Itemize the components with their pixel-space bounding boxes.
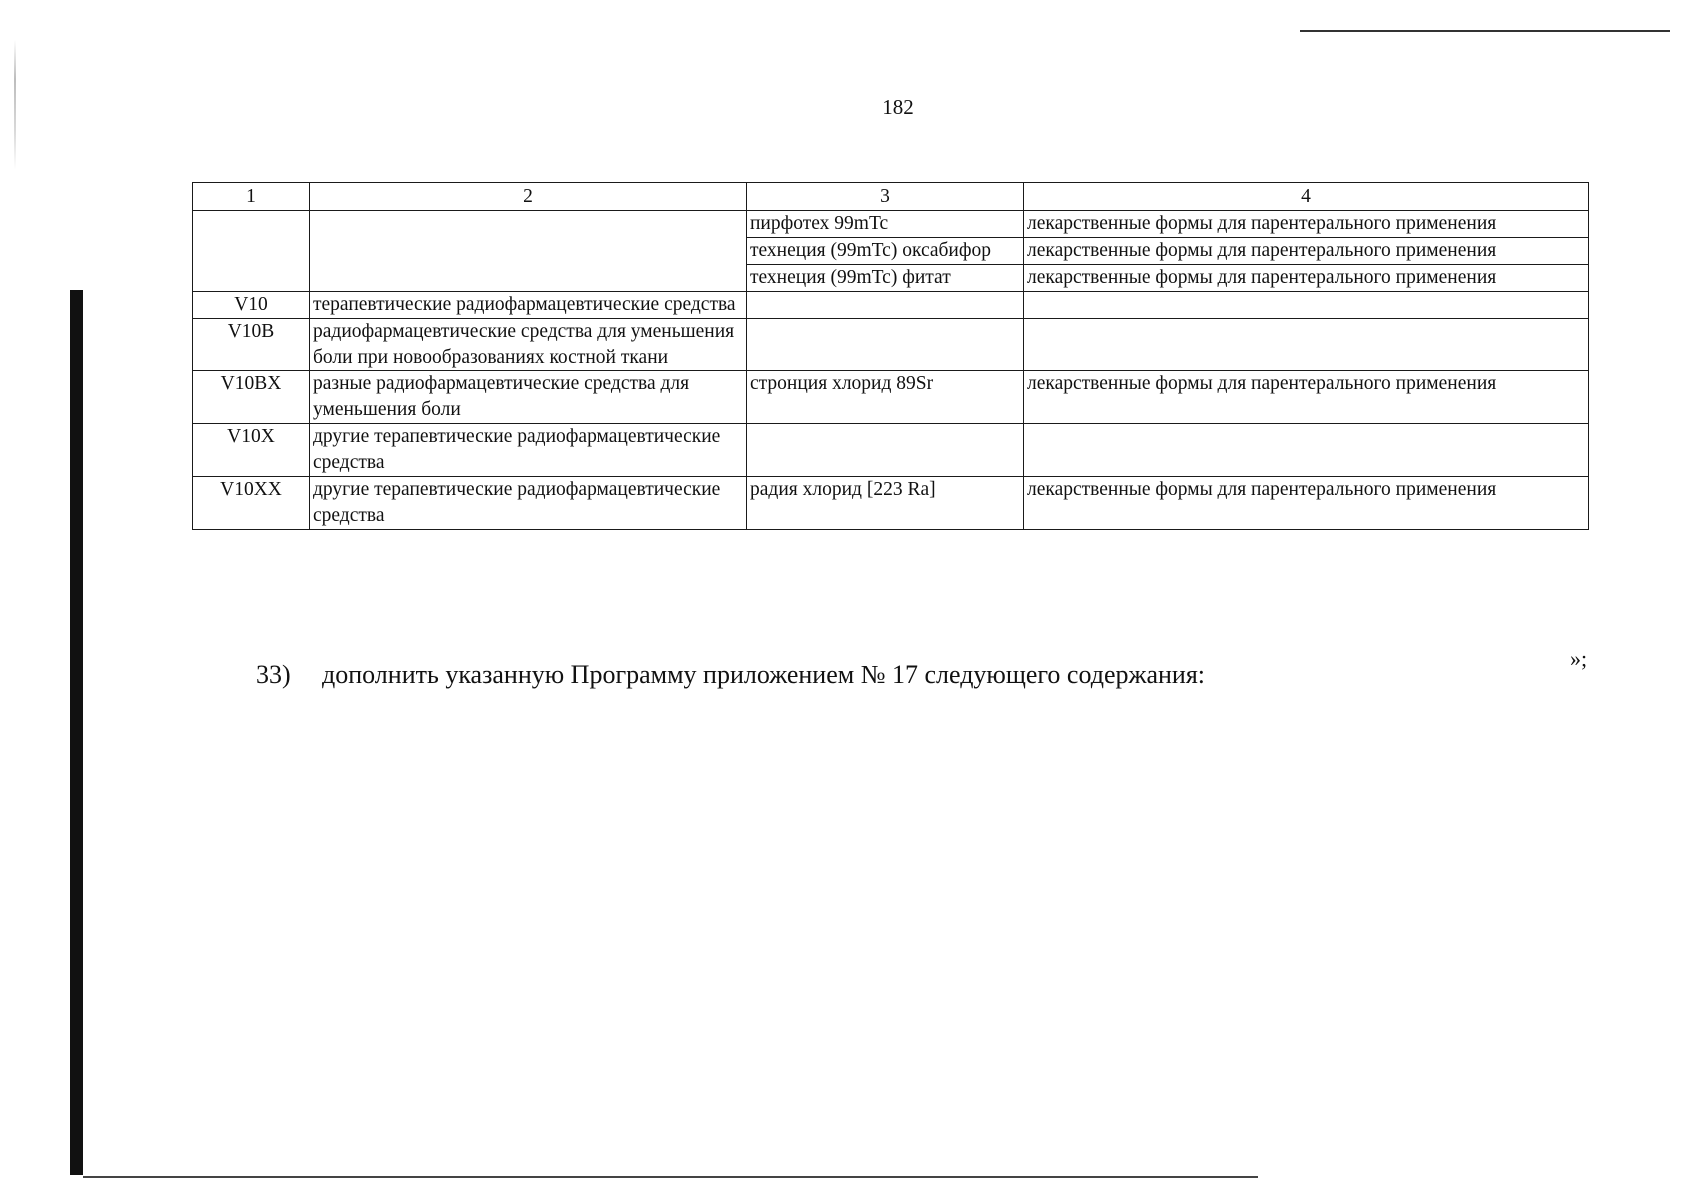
dosage-form-cell: лекарственные формы для парентерального применения <box>1024 371 1589 424</box>
dosage-form-cell: лекарственные формы для парентерального применения <box>1024 237 1589 264</box>
drug-name-cell <box>747 424 1024 477</box>
code-cell <box>193 210 310 291</box>
code-cell: V10 <box>193 291 310 318</box>
scan-artifact <box>14 40 16 170</box>
drug-name-cell <box>747 318 1024 371</box>
group-cell <box>310 210 747 291</box>
column-number: 4 <box>1024 183 1589 211</box>
code-cell: V10X <box>193 424 310 477</box>
group-cell: другие терапевтические радиофармацевтические средства <box>310 424 747 477</box>
dosage-form-cell: лекарственные формы для парентерального применения <box>1024 210 1589 237</box>
table-row <box>193 424 1589 477</box>
table-row <box>193 477 1589 530</box>
code-cell: V10BX <box>193 371 310 424</box>
drug-name-cell <box>747 291 1024 318</box>
dosage-form-cell <box>1024 318 1589 371</box>
code-cell: V10XX <box>193 477 310 530</box>
drug-table <box>192 182 1589 530</box>
drug-name-cell: технеция (99mTc) оксабифор <box>747 237 1024 264</box>
scan-binding-edge <box>70 290 83 1175</box>
drug-name-cell: технеция (99mTc) фитат <box>747 264 1024 291</box>
table-row <box>193 291 1589 318</box>
table-row <box>193 210 1589 237</box>
dosage-form-cell <box>1024 291 1589 318</box>
dosage-form-cell <box>1024 424 1589 477</box>
drug-name-cell: пирфотех 99mTc <box>747 210 1024 237</box>
group-cell: терапевтические радиофармацевтические средства <box>310 291 747 318</box>
column-number: 2 <box>310 183 747 211</box>
scan-edge-line <box>1300 30 1670 32</box>
drug-name-cell: радия хлорид [223 Ra] <box>747 477 1024 530</box>
table-row <box>193 371 1589 424</box>
table-header-row <box>193 183 1589 211</box>
page-number: 182 <box>882 95 914 119</box>
group-cell: радиофармацевтические средства для уменьшения боли при новообразованиях костной ткани <box>310 318 747 371</box>
group-cell: другие терапевтические радиофармацевтические средства <box>310 477 747 530</box>
scan-edge-line-bottom <box>83 1176 1258 1178</box>
dosage-form-cell: лекарственные формы для парентерального применения <box>1024 477 1589 530</box>
column-number: 3 <box>747 183 1024 211</box>
column-number: 1 <box>193 183 310 211</box>
closing-quote: »; <box>1570 646 1588 671</box>
code-cell: V10B <box>193 318 310 371</box>
item-number: 33) <box>256 660 291 689</box>
table-row <box>193 318 1589 371</box>
group-cell: разные радиофармацевтические средства для уменьшения боли <box>310 371 747 424</box>
dosage-form-cell: лекарственные формы для парентерального применения <box>1024 264 1589 291</box>
item-text: дополнить указанную Программу приложением № 17 следующего содержания: <box>322 660 1206 689</box>
drug-name-cell: стронция хлорид 89Sr <box>747 371 1024 424</box>
